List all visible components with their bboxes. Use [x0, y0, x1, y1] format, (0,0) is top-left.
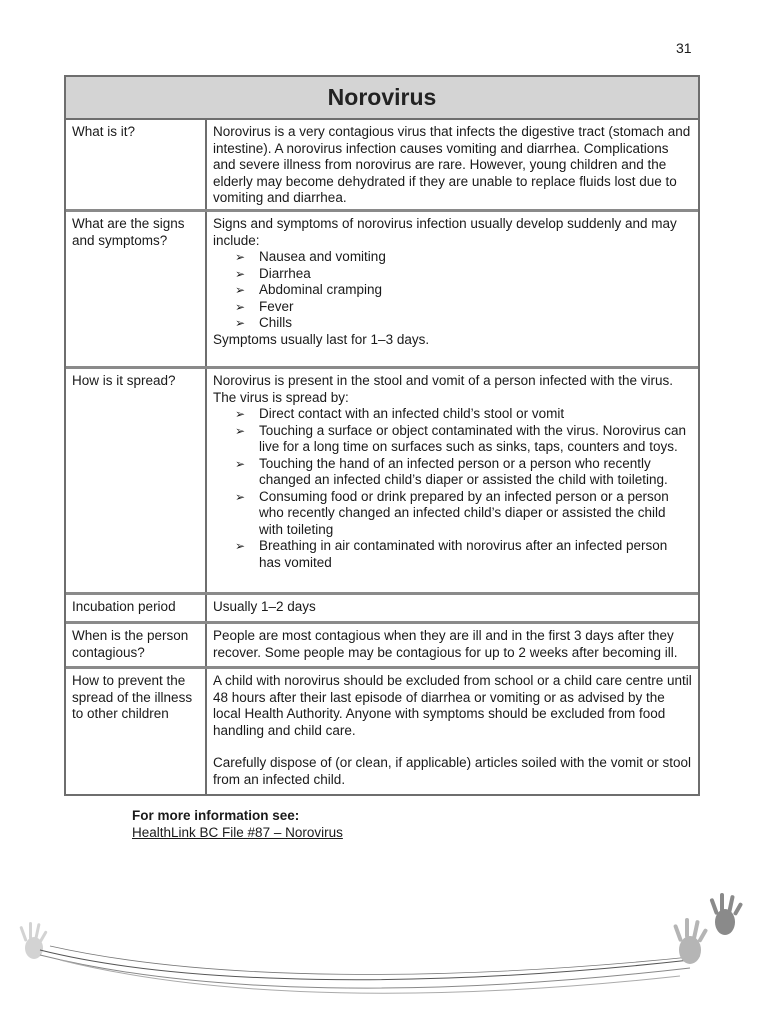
spread-list: [213, 406, 692, 571]
arrowhead-bullet-icon: ➢: [235, 266, 246, 281]
list-item: [235, 266, 692, 283]
right-handprints-icon: [673, 893, 743, 964]
table-title: Norovirus: [327, 84, 437, 110]
row-label: How is it spread?: [66, 369, 207, 592]
list-item: [235, 406, 692, 423]
contagious-text: People are most contagious when they are ill and in the first 3 days after they recover. Some people may be contagious for up to 2 weeks after becoming ill.: [213, 628, 678, 660]
incubation-text: Usually 1–2 days: [213, 599, 316, 614]
more-information: [132, 807, 343, 841]
list-item-text: Touching the hand of an infected person or a person who recently changed an infected child’s diaper or assisted the child with toileting.: [259, 455, 668, 487]
arrowhead-bullet-icon: ➢: [235, 456, 246, 471]
arrowhead-bullet-icon: ➢: [235, 316, 246, 330]
row-content: [207, 624, 698, 666]
what-is-it-text: Norovirus is a very contagious virus that infects the digestive tract (stomach and intestine). A norovirus infection causes vomiting and diarrhea. Complications and severe illness from norovirus are rare. However, young children and the elderly may become dehydrated if they are unable to replace fluids lost due to vomiting and diarrhea.: [213, 124, 691, 205]
symptoms-list: [213, 249, 692, 332]
list-item-text: Chills: [259, 315, 293, 330]
list-item-text: Touching a surface or object contaminated with the virus. Norovirus can live for a long time on surfaces such as sinks, taps, counters and toys.: [259, 422, 686, 454]
arrowhead-bullet-icon: ➢: [235, 250, 246, 264]
list-item-text: Abdominal cramping: [259, 282, 383, 297]
table-title-row: [66, 77, 698, 120]
healthlink-file-link[interactable]: HealthLink BC File #87 – Norovirus: [132, 825, 343, 840]
spread-intro: Norovirus is present in the stool and vomit of a person infected with the virus. The virus is spread by:: [213, 373, 673, 405]
page-number: 31: [676, 40, 692, 56]
left-handprint-icon: [19, 922, 47, 959]
arrowhead-bullet-icon: ➢: [235, 407, 246, 421]
norovirus-info-table: [64, 75, 700, 796]
row-label: What are the signs and symptoms?: [66, 212, 207, 366]
list-item-text: Fever: [259, 298, 294, 314]
signs-outro: Symptoms usually last for 1–3 days.: [213, 331, 430, 347]
row-content: [207, 669, 698, 794]
decorative-footer-swoosh: [0, 890, 768, 1010]
row-label: Incubation period: [66, 595, 207, 621]
table-row-prevention: [66, 669, 698, 794]
list-item: [235, 249, 692, 266]
row-content: [207, 120, 698, 209]
row-content: [207, 595, 698, 621]
list-item: [235, 423, 692, 456]
list-item-text: Consuming food or drink prepared by an infected person or a person who recently changed an infected child’s diaper or assisted the child with toileting: [259, 488, 669, 537]
arrowhead-bullet-icon: ➢: [235, 489, 246, 504]
prevention-text-1: A child with norovirus should be excluded from school or a child care centre until 48 hours after their last episode of diarrhea or vomiting or as advised by the local Health Authority. Anyone with symptoms should be excluded from food handling and child care.: [213, 673, 692, 738]
list-item: [235, 456, 692, 489]
row-label: When is the person contagious?: [66, 624, 207, 666]
arrowhead-bullet-icon: ➢: [235, 299, 246, 314]
list-item: [235, 282, 692, 299]
signs-intro: Signs and symptoms of norovirus infection usually develop suddenly and may include:: [213, 216, 677, 248]
list-item-text: Breathing in air contaminated with norovirus after an infected person has vomited: [259, 538, 668, 570]
list-item-text: Nausea and vomiting: [259, 249, 386, 264]
table-row-incubation: [66, 595, 698, 624]
list-item-text: Diarrhea: [259, 265, 311, 281]
arrowhead-bullet-icon: ➢: [235, 423, 246, 438]
arrowhead-bullet-icon: ➢: [235, 283, 246, 297]
list-item: [235, 299, 692, 316]
table-row-contagious: [66, 624, 698, 669]
row-label: How to prevent the spread of the illness to other children: [66, 669, 207, 794]
list-item: [235, 538, 692, 571]
swoosh-lines: [40, 946, 700, 993]
row-label: What is it?: [66, 120, 207, 209]
more-info-heading: For more information see:: [132, 808, 300, 823]
table-row-how-spread: [66, 369, 698, 595]
row-content: [207, 369, 698, 592]
list-item-text: Direct contact with an infected child’s stool or vomit: [259, 406, 565, 421]
table-row-signs-symptoms: [66, 212, 698, 369]
prevention-text-2: Carefully dispose of (or clean, if applicable) articles soiled with the vomit or stool from an infected child.: [213, 755, 691, 787]
arrowhead-bullet-icon: ➢: [235, 539, 246, 553]
list-item: [235, 489, 692, 539]
table-row-what-is-it: [66, 120, 698, 212]
list-item: [235, 315, 692, 332]
row-content: [207, 212, 698, 366]
